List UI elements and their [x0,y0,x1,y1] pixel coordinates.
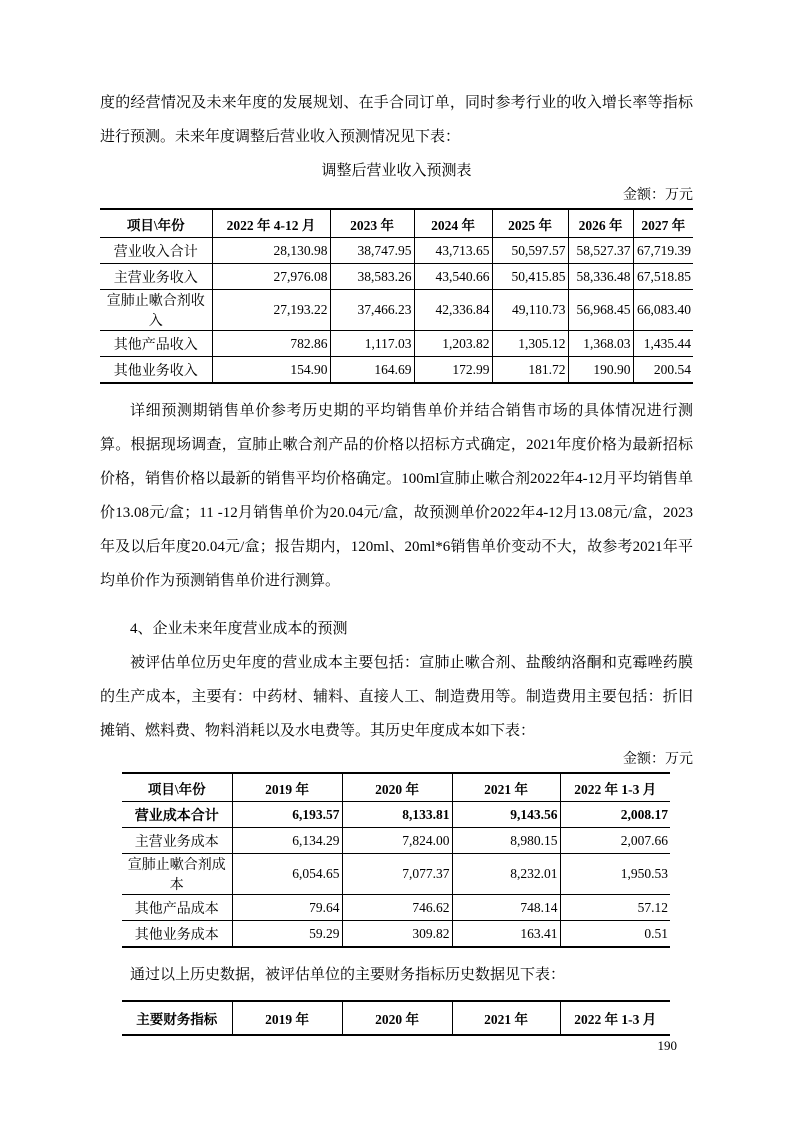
table2-header-2020: 2020 年 [342,773,452,802]
cell-value: 8,980.15 [452,828,560,854]
cell-value: 58,336.48 [568,264,633,290]
table1-unit-label: 金额：万元 [623,188,693,203]
table-row [100,357,693,384]
table1-title: 调整后营业收入预测表 [321,163,472,179]
row-label: 营业收入合计 [100,238,212,264]
table2-header-2019: 2019 年 [232,773,342,802]
row-label: 宣肺止嗽合剂成本 [122,854,232,895]
table-row [100,264,693,290]
table-row [100,290,693,331]
cell-value: 164.69 [330,357,414,384]
cell-value: 746.62 [342,895,452,921]
row-label: 其他业务成本 [122,921,232,948]
table2-unit-label: 金额：万元 [623,752,693,767]
cell-value: 6,193.57 [232,802,342,828]
paragraph-revenue-forecast-intro: 度的经营情况及未来年度的发展规划、在手合同订单，同时参考行业的收入增长率等指标进行预测。未来年度调整后营业收入预测情况见下表： [100,95,693,145]
table1-header-2023: 2023 年 [330,209,414,238]
table1-header-item: 项目\年份 [100,209,212,238]
cell-value: 748.14 [452,895,560,921]
table3-header-indicator: 主要财务指标 [122,1001,232,1035]
table2-header-2022: 2022 年 1-3 月 [560,773,670,802]
cell-value: 1,368.03 [568,331,633,357]
cell-value: 59.29 [232,921,342,948]
cell-value: 67,518.85 [633,264,693,290]
cell-value: 37,466.23 [330,290,414,331]
row-label: 主营业务成本 [122,828,232,854]
table2-header-item: 项目\年份 [122,773,232,802]
cell-value: 66,083.40 [633,290,693,331]
row-label: 其他业务收入 [100,357,212,384]
cell-value: 9,143.56 [452,802,560,828]
cell-value: 8,232.01 [452,854,560,895]
cell-value: 2,007.66 [560,828,670,854]
cell-value: 154.90 [212,357,330,384]
cell-value: 1,950.53 [560,854,670,895]
cell-value: 49,110.73 [492,290,568,331]
cell-value: 8,133.81 [342,802,452,828]
table3-header-2021: 2021 年 [452,1001,560,1035]
financial-indicators-table [122,1000,670,1036]
table1-header-2024: 2024 年 [414,209,492,238]
table-header-row [122,773,670,802]
row-label: 主营业务收入 [100,264,212,290]
cell-value: 190.90 [568,357,633,384]
section-heading-cost-forecast: 4、企业未来年度营业成本的预测 [130,621,348,637]
cell-value: 27,193.22 [212,290,330,331]
table2-header-2021: 2021 年 [452,773,560,802]
table3-header-2019: 2019 年 [232,1001,342,1035]
cell-value: 58,527.37 [568,238,633,264]
row-label: 营业成本合计 [122,802,232,828]
table3-header-2022: 2022 年 1-3 月 [574,1012,657,1027]
paragraph-unit-price: 详细预测期销售单价参考历史期的平均销售单价并结合销售市场的具体情况进行测算。根据现场调查，宣肺止嗽合剂产品的价格以招标方式确定，2021年度价格为最新招标价格，销售价格以最新的销售平均价格确定。100ml宣肺止嗽合剂2022年4-12月平均销售单价13.08元/盒；11 -12月销售单价为20.04元/盒，故预测单价2022年4-12月13.08元/盒，2023年及以后年度20.04元/盒；报告期内，120ml、20ml*6销售单价变动不大，故参考2021年平均单价作为预测销售单价进行测算。 [100,403,693,589]
cell-value: 1,203.82 [414,331,492,357]
table-header-row [122,1001,670,1035]
cell-value: 7,077.37 [342,854,452,895]
table-row [100,238,693,264]
cell-value: 782.86 [212,331,330,357]
cell-value: 2,008.17 [560,802,670,828]
cell-value: 181.72 [492,357,568,384]
row-label: 宣肺止嗽合剂收入 [100,290,212,331]
cell-value: 309.82 [342,921,452,948]
cell-value: 28,130.98 [212,238,330,264]
paragraph-financial-indicators-intro: 通过以上历史数据，被评估单位的主要财务指标历史数据见下表： [130,967,566,983]
cell-value: 200.54 [653,361,691,377]
table1-header-2027: 2027 年 [633,209,693,238]
cell-value: 27,976.08 [212,264,330,290]
page-number: 190 [657,1038,677,1053]
row-label: 其他产品成本 [122,895,232,921]
cell-value: 79.64 [232,895,342,921]
cell-value: 56,968.45 [568,290,633,331]
paragraph-cost-composition: 被评估单位历史年度的营业成本主要包括：宣肺止嗽合剂、盐酸纳洛酮和克霉唑药膜的生产成本，主要有：中药材、辅料、直接人工、制造费用等。制造费用主要包括：折旧摊销、燃料费、物料消耗以及水电费等。其历史年度成本如下表： [100,655,693,739]
cell-value: 7,824.00 [342,828,452,854]
cell-value: 38,583.26 [330,264,414,290]
table1-header-2022: 2022 年 4-12 月 [212,209,330,238]
cell-value: 57.12 [560,895,670,921]
table-row-total [122,802,670,828]
cell-value: 172.99 [414,357,492,384]
table-row [122,854,670,895]
cell-value: 50,415.85 [492,264,568,290]
historical-cost-table [122,772,670,948]
table1-header-2025: 2025 年 [492,209,568,238]
cell-value: 42,336.84 [414,290,492,331]
cell-value: 0.51 [644,925,668,941]
cell-value: 43,713.65 [414,238,492,264]
cell-value: 1,435.44 [633,331,693,357]
cell-value: 43,540.66 [414,264,492,290]
cell-value: 163.41 [452,921,560,948]
cell-value: 50,597.57 [492,238,568,264]
table-row [122,828,670,854]
cell-value: 1,305.12 [492,331,568,357]
cell-value: 6,134.29 [232,828,342,854]
cell-value: 38,747.95 [330,238,414,264]
row-label: 其他产品收入 [100,331,212,357]
cell-value: 6,054.65 [232,854,342,895]
page-content [100,86,693,1036]
table-row [122,895,670,921]
table-row [122,921,670,948]
revenue-forecast-table [100,208,693,384]
table-header-row [100,209,693,238]
cell-value: 67,719.39 [633,238,693,264]
cell-value: 1,117.03 [330,331,414,357]
table-row [100,331,693,357]
table3-header-2020: 2020 年 [342,1001,452,1035]
table1-header-2026: 2026 年 [568,209,633,238]
